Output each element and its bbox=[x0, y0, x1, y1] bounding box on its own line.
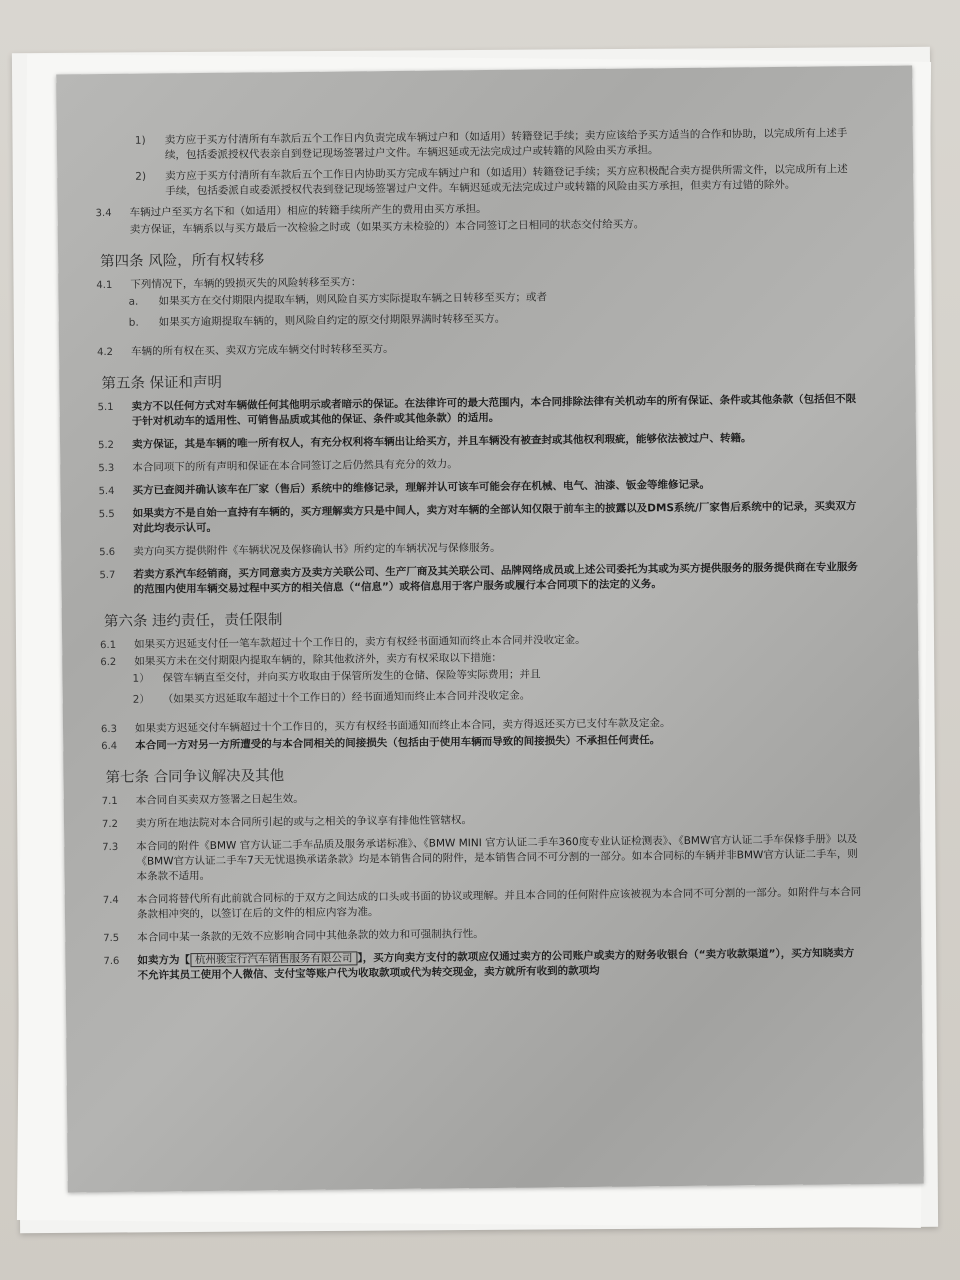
article-7-heading: 第七条 合同争议解决及其他 bbox=[105, 768, 285, 787]
item-text: 保管车辆直至交付，并向买方收取由于保管所发生的仓储、保险等实际费用；并且 bbox=[162, 668, 541, 685]
clause-text: 车辆过户至买方名下和（如适用）相应的转籍手续所产生的费用由买方承担。 bbox=[129, 203, 487, 219]
clause-number: 5.6 bbox=[99, 546, 116, 559]
item-number: a. bbox=[128, 295, 139, 308]
clause-text: 如果买方迟延支付任一笔车款超过十个工作日的，卖方有权经书面通知而终止本合同并没收定金。 bbox=[134, 633, 586, 651]
item-text: 卖方应于买方付清所有车款后五个工作日内协助买方完成车辆过户和（如适用）转籍登记手续；买方应积极配合卖方提供所需文件，以完成所有上述手续，包括委派自或委派授权代表到登记现场签署过户文件。车辆迟延或无法完成过户或转籍的风险由买方承担，但卖方有过错的除外。 bbox=[165, 163, 848, 198]
clause-5-2 bbox=[98, 430, 858, 453]
seller-company-name: 杭州骏宝行汽车销售服务有限公司 bbox=[190, 951, 358, 967]
clause-number: 7.1 bbox=[101, 795, 118, 808]
clause-number: 7.2 bbox=[101, 818, 118, 831]
clause-text: 本合同将替代所有此前就合同标的于双方之间达成的口头或书面的协议或理解。并且本合同的任何附件应该被视为本合同不可分割的一部分。如附件与本合同条款相冲突的，以签订在后的文件的相应内容为准。 bbox=[136, 886, 862, 921]
clause-number: 5.7 bbox=[99, 569, 116, 582]
item-number: 1) bbox=[134, 134, 146, 147]
clause-text: 卖方所在地法院对本合同所引起的或与之相关的争议享有排他性管辖权。 bbox=[135, 814, 473, 830]
clause-7-4 bbox=[103, 885, 863, 923]
clause-5-5 bbox=[99, 499, 859, 537]
clause-7-6-body: 】，买方向卖方支付的款项应仅通过卖方的公司账户或卖方的财务收银台（“卖方收款渠道”），买方知晓卖方不允许其员工使用个人微信、支付宝等账户代为收取款项或代为转交现金，卖方就所有收到的款项均 bbox=[137, 947, 855, 982]
clause-text: 如果卖方不是自始一直持有车辆的，买方理解卖方只是中间人，卖方对车辆的全部认知仅限于前车主的披露以及DMS系统/厂家售后系统中的记录，买卖双方对此均表示认可。 bbox=[132, 500, 857, 535]
clause-5-7 bbox=[99, 560, 859, 598]
clause-number: 7.5 bbox=[103, 932, 120, 945]
clause-text: 车辆的所有权在买、卖双方完成车辆交付时转移至买方。 bbox=[131, 342, 394, 358]
clause-text: 本合同的附件《BMW 官方认证二手车品质及服务承诺标准》、《BMW MINI 官方认证二手车360度专业认证检测表》、《BMW官方认证二手车保修手册》以及《BMW官方认证二手车7天无忧退换承诺条款》均是本销售合同的附件，是本销售合同不可分割的一部分。如本合同标的车辆并非BMW官方认证二手车，则本条款不适用。 bbox=[136, 833, 858, 883]
clause-3-3-item-1 bbox=[135, 126, 855, 164]
clause-7-6 bbox=[103, 946, 863, 984]
clause-6-2-item-2 bbox=[133, 685, 861, 708]
clause-number: 5.1 bbox=[97, 401, 114, 414]
clause-7-3 bbox=[102, 832, 862, 885]
article-5-heading: 第五条 保证和声明 bbox=[101, 374, 223, 393]
clause-number: 7.3 bbox=[102, 841, 119, 854]
item-number: 2) bbox=[135, 170, 147, 183]
contract-content bbox=[95, 124, 864, 992]
clause-text: 本合同项下的所有声明和保证在本合同签订之后仍然具有充分的效力。 bbox=[132, 458, 458, 474]
clause-number: 4.2 bbox=[97, 346, 114, 359]
clause-text: 若卖方系汽车经销商，买方同意卖方及卖方关联公司、生产厂商及其关联公司、品牌网络成员或上述公司委托为其或为买方提供服务的服务提供商在专业服务的范围内使用车辆交易过程中买方的相关信息（“信息”）或将信息用于客户服务或履行本合同项下的法定的义务。 bbox=[133, 561, 858, 596]
clause-4-1-b bbox=[129, 308, 857, 331]
clause-number: 3.4 bbox=[95, 207, 112, 220]
clause-text: 买方已查阅并确认该车在厂家（售后）系统中的维修记录，理解并认可该车可能会存在机械、电气、油漆、钣金等维修记录。 bbox=[132, 478, 711, 497]
clause-number: 6.4 bbox=[101, 740, 118, 753]
clause-text bbox=[137, 946, 863, 984]
clause-text: 本合同自买卖双方签署之日起生效。 bbox=[135, 792, 304, 807]
clause-number: 5.5 bbox=[98, 508, 115, 521]
clause-number: 6.3 bbox=[100, 723, 117, 736]
clause-7-1 bbox=[102, 786, 862, 809]
article-4-heading: 第四条 风险，所有权转移 bbox=[100, 252, 265, 271]
clause-text: 本合同一方对另一方所遭受的与本合同相关的间接损失（包括由于使用车辆而导致的间接损失）不承担任何责任。 bbox=[135, 734, 661, 752]
clause-number: 7.6 bbox=[103, 955, 120, 968]
item-number: b. bbox=[128, 316, 139, 329]
item-number: 2） bbox=[132, 693, 150, 706]
clause-number: 5.3 bbox=[98, 462, 115, 475]
clause-number: 6.1 bbox=[100, 639, 117, 652]
clause-text: 如果卖方迟延交付车辆超过十个工作日的，买方有权经书面通知而终止本合同，卖方得返还买方已支付车款及定金。 bbox=[134, 717, 671, 735]
item-text: 如果买方逾期提取车辆的，则风险自约定的原交付期限界满时转移至买方。 bbox=[158, 312, 506, 329]
item-text: 如果买方在交付期限内提取车辆，则风险自买方实际提取车辆之日转移至买方；或者 bbox=[158, 291, 548, 308]
clause-5-3 bbox=[98, 453, 858, 476]
clause-text: 卖方不以任何方式对车辆做任何其他明示或者暗示的保证。在法律许可的最大范围内，本合同排除法律有关机动车的所有保证、条件或其他条款（包括但不限于针对机动车的适用性、可销售品质或其他的保证、条件或其他条款）的适用。 bbox=[131, 393, 857, 428]
clause-3-3-item-2 bbox=[135, 162, 855, 200]
clause-4-2 bbox=[97, 337, 857, 360]
clause-text: 卖方保证，车辆系以与买方最后一次检验之时或（如果买方未检验的）本合同签订之日相同的状态交付给买方。 bbox=[129, 218, 645, 236]
clause-text: 下列情况下，车辆的毁损灭失的风险转移至买方： bbox=[130, 276, 362, 291]
clause-7-5 bbox=[103, 923, 863, 946]
item-text: 卖方应于买方付清所有车款后五个工作日内负责完成车辆过户和（如适用）转籍登记手续；卖方应该给予买方适当的合作和协助，以完成所有上述手续，包括委派授权代表亲自到登记现场签署过户文件。车辆迟延或无法完成过户或转籍的风险由买方承担。 bbox=[164, 127, 848, 162]
clause-number: 6.2 bbox=[100, 656, 117, 669]
clause-7-2 bbox=[102, 809, 862, 832]
clause-5-6 bbox=[99, 537, 859, 560]
clause-number: 5.4 bbox=[98, 485, 115, 498]
clause-number: 7.4 bbox=[102, 894, 119, 907]
clause-5-4 bbox=[98, 476, 858, 499]
item-number: 1） bbox=[132, 672, 150, 685]
clause-text: 本合同中某一条款的无效不应影响合同中其他条款的效力和可强制执行性。 bbox=[137, 928, 484, 944]
clause-number: 4.1 bbox=[96, 279, 113, 292]
clause-text: 卖方向买方提供附件《车辆状况及保修确认书》所约定的车辆状况与保修服务。 bbox=[133, 541, 501, 558]
clause-7-6-prefix: 如卖方为【 bbox=[137, 954, 191, 967]
contract-page bbox=[56, 66, 924, 1193]
article-6-heading: 第六条 违约责任，责任限制 bbox=[103, 612, 283, 631]
item-text: （如果买方迟延取车超过十个工作日的）经书面通知而终止本合同并没收定金。 bbox=[162, 689, 531, 706]
clause-text: 卖方保证，其是车辆的唯一所有权人，有充分权利将车辆出让给买方，并且车辆没有被查封或其他权利瑕疵，能够依法被过户、转籍。 bbox=[131, 432, 752, 451]
clause-number: 5.2 bbox=[98, 439, 115, 452]
clause-text: 如果买方未在交付期限内提取车辆的，除其他救济外，卖方有权采取以下措施： bbox=[134, 651, 502, 668]
clause-5-1 bbox=[98, 392, 858, 430]
